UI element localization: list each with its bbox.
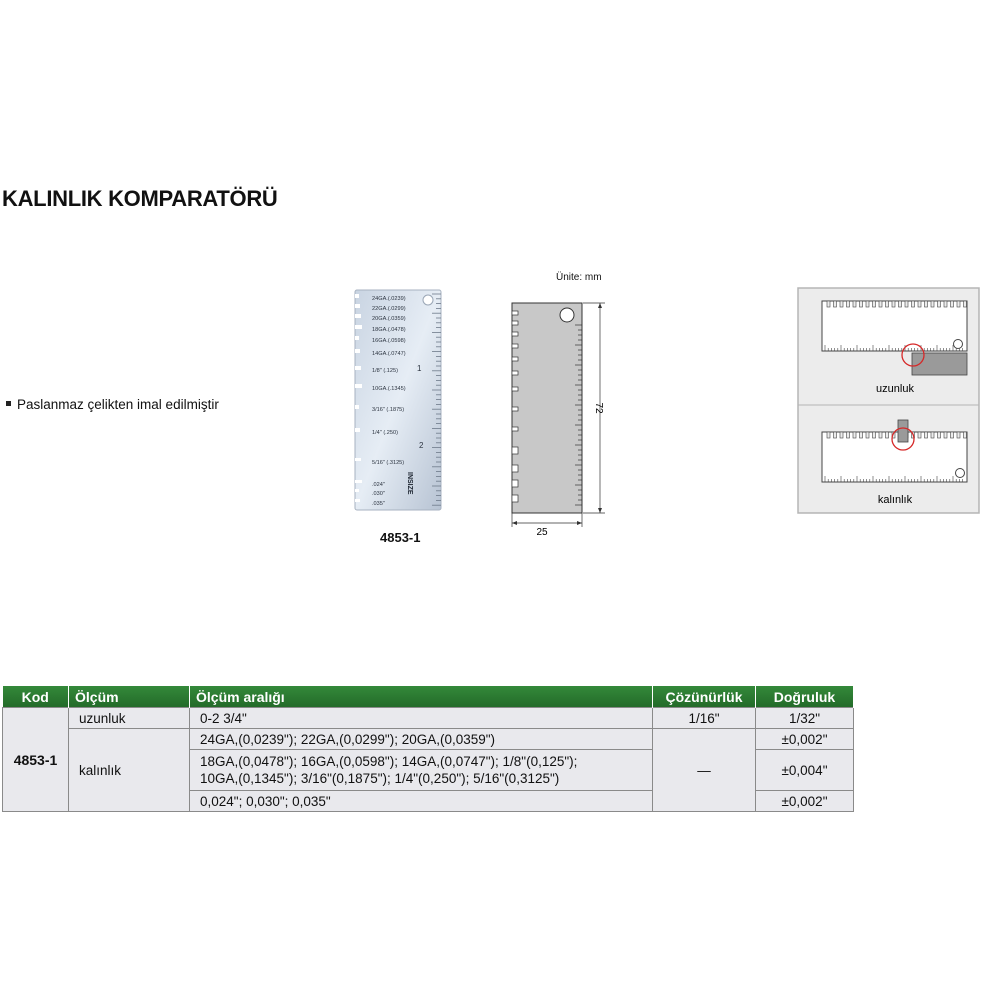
range-cell: 0,024"; 0,030"; 0,035" [190,791,653,812]
range-line: 18GA,(0,0478"); 16GA,(0,0598"); 14GA,(0,0747"); 1/8"(0,125"); [200,754,578,769]
brand-logo: INSIZE [406,472,413,495]
gauge-label: .024" [372,482,385,488]
thickness-usage-label: kalınlık [877,494,913,506]
range-cell: 0-2 3/4" [190,708,653,729]
range-cell: 24GA,(0,0239"); 22GA,(0,0299"); 20GA,(0,0359") [190,729,653,750]
column-header: Ölçüm [69,686,190,708]
measure-cell: kalınlık [69,729,190,812]
gauge-label: 5/16" (.3125) [372,460,405,466]
unit-note: Ünite: mm [556,272,602,283]
column-header: Doğruluk [756,686,854,708]
product-code: 4853-1 [380,530,421,545]
accuracy-cell: ±0,002" [756,791,854,812]
range-cell [190,750,653,791]
dimension-drawing [500,295,620,540]
table-row [3,708,854,729]
column-header: Kod [3,686,69,708]
gauge-label: 14GA.(.0747) [372,351,406,357]
feature-text: Paslanmaz çelikten imal edilmiştir [17,397,219,412]
hanging-hole [560,308,574,322]
page-title: KALINLIK KOMPARATÖRÜ [2,186,278,211]
column-header: Çözünürlük [653,686,756,708]
spec-table [2,686,854,812]
gauge-label: 1/4" (.250) [372,430,398,436]
measure-cell: uzunluk [69,708,190,729]
accuracy-cell: ±0,002" [756,729,854,750]
height-dimension: 72 [593,402,604,414]
gauge-label: .030" [372,491,385,497]
feature-item [6,397,219,412]
gauge-label: 20GA.(.0359) [372,316,406,322]
gauge-label: 3/16" (.1875) [372,407,405,413]
product-code-cell: 4853-1 [3,708,69,812]
table-row [3,729,854,750]
gauge-scale-label: 1 [417,364,422,373]
gauge-label: 18GA.(.0478) [372,327,406,333]
accuracy-cell: 1/32" [756,708,854,729]
gauge-photo [350,288,445,512]
measured-sheet [898,420,908,442]
length-usage-label: uzunluk [876,383,914,395]
gauge-label: 10GA.(.1345) [372,386,406,392]
accuracy-cell: ±0,004" [756,750,854,791]
gauge-label: 22GA.(.0299) [372,306,406,312]
gauge-label: 1/8" (.125) [372,368,398,374]
gauge-label: 24GA.(.0239) [372,296,406,302]
usage-illustration [797,287,981,515]
range-line: 10GA,(0,1345"); 3/16"(0,1875"); 1/4"(0,250"); 5/16"(0,3125") [200,771,560,786]
width-dimension: 25 [536,527,548,538]
resolution-cell: — [653,729,756,812]
column-header: Ölçüm aralığı [190,686,653,708]
gauge-label: .035" [372,501,385,507]
resolution-cell: 1/16" [653,708,756,729]
gauge-label: 16GA.(.0598) [372,338,406,344]
gauge-outline [512,303,582,513]
bullet-icon [6,401,11,406]
gauge-scale-label: 2 [419,441,424,450]
table-header [3,686,854,708]
